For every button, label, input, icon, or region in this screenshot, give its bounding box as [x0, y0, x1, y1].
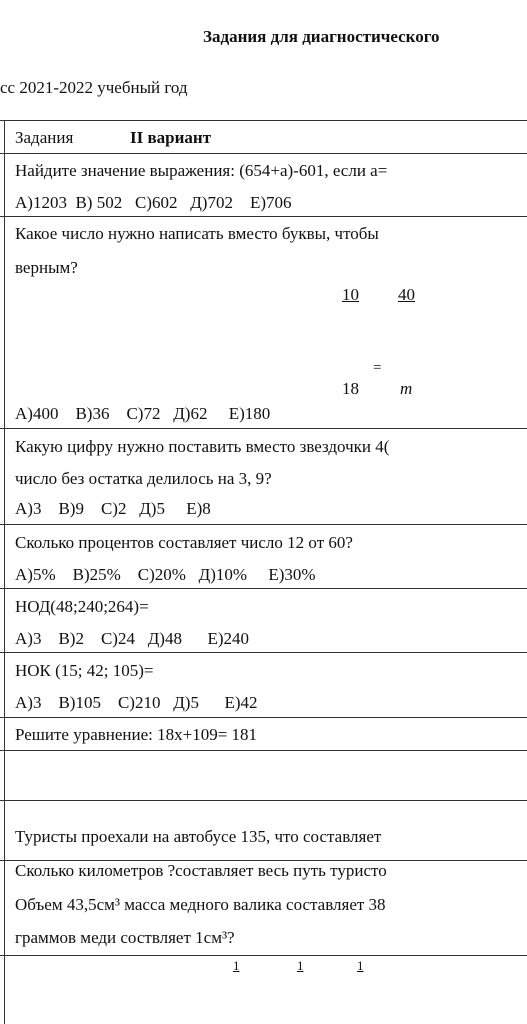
task-3-answers: А)3 В)9 С)2 Д)5 Е)8: [15, 499, 211, 518]
task-4-answers: А)5% В)25% С)20% Д)10% Е)30%: [15, 565, 316, 584]
row-divider: [0, 588, 527, 589]
row-divider: [0, 800, 527, 801]
row-divider: [0, 652, 527, 653]
task-9-question-line2: граммов меди соствляет 1см³?: [15, 928, 235, 947]
fraction-numerator-1: 10: [342, 285, 359, 304]
task-3-question-line1: Какую цифру нужно поставить вместо звездочки 4(: [15, 437, 390, 456]
task-3-question-line2: число без остатка делилось на 3, 9?: [15, 469, 272, 488]
row-divider: [0, 750, 527, 751]
fraction-numerator-b: 1: [297, 958, 304, 973]
row-divider: [0, 717, 527, 718]
fraction-numerator-a: 1: [233, 958, 240, 973]
task-5-question: НОД(48;240;264)=: [15, 597, 149, 616]
table-left-border: [4, 120, 5, 1024]
col-header-variant: II вариант: [130, 128, 212, 147]
row-divider: [0, 524, 527, 525]
task-2-question-line1: Какое число нужно написать вместо буквы, чтобы: [15, 224, 379, 243]
fraction-equals-sign: =: [373, 360, 382, 376]
school-year-line: сс 2021-2022 учебный год: [0, 78, 188, 97]
task-5-answers: А)3 В)2 С)24 Д)48 Е)240: [15, 629, 249, 648]
document-title: Задания для диагностического: [203, 27, 440, 46]
task-2-question-line2: верным?: [15, 258, 78, 277]
row-divider: [0, 153, 527, 154]
task-8-question-line2: Сколько километров ?составляет весь путь туристо: [15, 861, 387, 880]
task-6-question: НОК (15; 42; 105)=: [15, 661, 154, 680]
task-8-question-line1: Туристы проехали на автобусе 135, что составляет: [15, 827, 382, 846]
fraction-denominator-2: m: [400, 379, 413, 398]
task-4-question: Сколько процентов составляет число 12 от 60?: [15, 533, 353, 552]
fraction-numerator-c: 1: [357, 958, 364, 973]
col-header-tasks: Задания: [15, 128, 74, 147]
row-divider: [0, 216, 527, 217]
task-2-answers: А)400 В)36 С)72 Д)62 Е)180: [15, 404, 271, 423]
task-6-answers: А)3 В)105 С)210 Д)5 Е)42: [15, 693, 258, 712]
row-divider: [0, 955, 527, 956]
fraction-numerator-2: 40: [398, 285, 415, 304]
task-1-answers: А)1203 В) 502 С)602 Д)702 Е)706: [15, 193, 292, 212]
table-top-border: [0, 120, 527, 121]
task-7-question: Решите уравнение: 18х+109= 181: [15, 725, 258, 744]
task-1-question: Найдите значение выражения: (654+а)-601, если а=: [15, 161, 388, 180]
row-divider: [0, 428, 527, 429]
fraction-denominator-1: 18: [342, 379, 359, 398]
task-9-question-line1: Объем 43,5см³ масса медного валика составляет 38: [15, 895, 386, 914]
